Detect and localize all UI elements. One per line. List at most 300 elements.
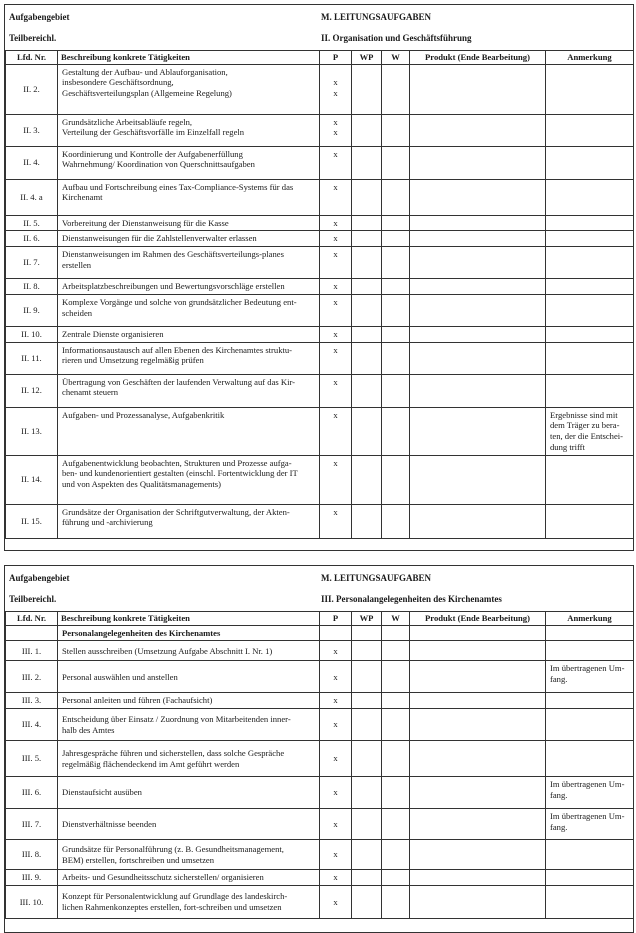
product-cell (410, 231, 546, 247)
wp-cell (352, 342, 382, 374)
description-line: Übertragung von Geschäften der laufenden Verwaltung auf das Kir- (62, 376, 296, 387)
table-row (6, 741, 634, 777)
description-line: Dienstverhältnisse beenden (62, 818, 157, 829)
product-cell (410, 693, 546, 709)
product-cell (410, 870, 546, 886)
note-cell (546, 777, 634, 809)
note-cell (546, 455, 634, 504)
note-cell (546, 870, 634, 886)
table-row (6, 179, 634, 215)
description-line: Komplexe Vorgänge und solche von grundsätzlicher Bedeutung ent- (62, 296, 297, 307)
p-mark-line: x (333, 376, 338, 387)
p-mark (320, 504, 352, 538)
w-cell (382, 146, 410, 179)
note-cell (546, 247, 634, 279)
note-cell (546, 840, 634, 870)
p-mark-line: x (333, 671, 338, 682)
p-mark (320, 114, 352, 146)
p-mark (320, 693, 352, 709)
table-row (6, 407, 634, 455)
description-line: Geschäftsverteilungsplan (Allgemeine Regelung) (62, 88, 232, 99)
row-description (58, 114, 320, 146)
wp-cell (352, 885, 382, 918)
wp-cell (352, 374, 382, 407)
description-line: Gestaltung der Aufbau- und Ablauforganisation, (62, 66, 228, 77)
table-row (6, 279, 634, 295)
task-table (5, 50, 634, 539)
row-description (58, 709, 320, 741)
row-description (58, 809, 320, 840)
w-cell (382, 342, 410, 374)
wp-cell (352, 64, 382, 114)
description-line: Verteilung der Geschäftsvorfälle im Einzelfall regeln (62, 127, 245, 138)
p-mark-line: x (333, 645, 338, 656)
description-line: Koordinierung und Kontrolle der Aufgabenerfüllung (62, 148, 243, 159)
wp-cell (352, 407, 382, 455)
note-cell (546, 326, 634, 342)
note-line: fang. (550, 821, 568, 832)
note-line: fang. (550, 789, 568, 800)
description-line: Grundsätze der Organisation der Schriftgutverwaltung, der Akten- (62, 506, 290, 517)
p-mark-line: x (333, 88, 338, 99)
row-number: III. 6. (6, 777, 58, 809)
table-row (6, 455, 634, 504)
col-header-note: Anmerkung (546, 51, 634, 65)
w-cell (382, 661, 410, 693)
row-description (58, 279, 320, 295)
w-cell (382, 741, 410, 777)
table-row (6, 114, 634, 146)
note-cell (546, 407, 634, 455)
note-cell (546, 809, 634, 840)
description-line: Grundsätze für Personalführung (z. B. Gesundheitsmanagement, (62, 843, 284, 854)
table-row (6, 374, 634, 407)
col-header-note: Anmerkung (546, 612, 634, 626)
table-row (6, 342, 634, 374)
col-header-nr: Lfd. Nr. (6, 612, 58, 626)
product-cell (410, 407, 546, 455)
table-row (6, 231, 634, 247)
row-number: III. 9. (6, 870, 58, 886)
product-cell (410, 741, 546, 777)
p-mark (320, 294, 352, 326)
p-mark (320, 407, 352, 455)
description-line: erstellen (62, 259, 92, 270)
p-mark (320, 641, 352, 661)
task-table (5, 611, 634, 919)
p-mark (320, 840, 352, 870)
table-row (6, 709, 634, 741)
section-row (6, 625, 634, 641)
note-cell (546, 504, 634, 538)
wp-cell (352, 294, 382, 326)
note-line: Im übertragenen Um- (550, 811, 625, 822)
w-cell (382, 870, 410, 886)
w-cell (382, 709, 410, 741)
wp-cell (352, 504, 382, 538)
p-mark-line: x (333, 787, 338, 798)
table-row (6, 294, 634, 326)
description-line: Informationsaustausch auf allen Ebenen des Kirchenamtes struktu- (62, 344, 293, 355)
p-mark (320, 885, 352, 918)
table-row (6, 247, 634, 279)
note-line: dem Träger zu bera- (550, 420, 620, 431)
product-cell (410, 279, 546, 295)
description-line: Grundsätzliche Arbeitsabläufe regeln, (62, 116, 193, 127)
w-cell (382, 407, 410, 455)
row-number: III. 5. (6, 741, 58, 777)
row-description (58, 455, 320, 504)
table-row (6, 870, 634, 886)
row-description (58, 215, 320, 231)
note-line: fang. (550, 674, 568, 685)
p-mark-line: x (333, 344, 338, 355)
col-header-product: Produkt (Ende Bearbeitung) (410, 51, 546, 65)
product-cell (410, 114, 546, 146)
row-description (58, 870, 320, 886)
row-description (58, 64, 320, 114)
row-number: II. 4. a (6, 179, 58, 215)
p-mark (320, 64, 352, 114)
description-line: Kirchenamt (62, 192, 103, 203)
col-header-p: P (320, 51, 352, 65)
wp-cell (352, 247, 382, 279)
row-description (58, 885, 320, 918)
row-number: II. 3. (6, 114, 58, 146)
note-cell (546, 885, 634, 918)
p-mark (320, 870, 352, 886)
description-line: führung und -archivierung (62, 517, 153, 528)
product-cell (410, 374, 546, 407)
col-header-nr: Lfd. Nr. (6, 51, 58, 65)
note-cell (546, 661, 634, 693)
table-row (6, 504, 634, 538)
wp-cell (352, 279, 382, 295)
wp-cell (352, 870, 382, 886)
row-description (58, 247, 320, 279)
p-mark-line: x (333, 181, 338, 192)
product-cell (410, 326, 546, 342)
p-mark (320, 455, 352, 504)
product-cell (410, 777, 546, 809)
description-line: Zentrale Dienste organisieren (62, 328, 164, 339)
note-cell (546, 215, 634, 231)
p-mark-line: x (333, 116, 338, 127)
wp-cell (352, 326, 382, 342)
w-cell (382, 64, 410, 114)
p-mark (320, 247, 352, 279)
note-cell (546, 294, 634, 326)
area-label: Aufgabengebiet (9, 12, 70, 22)
row-number: III. 8. (6, 840, 58, 870)
description-line: Vorbereitung der Dienstanweisung für die Kasse (62, 217, 229, 228)
subarea-title: III. Personalangelegenheiten des Kirchenamtes (321, 594, 502, 604)
row-number: II. 15. (6, 504, 58, 538)
row-number: II. 10. (6, 326, 58, 342)
row-number: III. 3. (6, 693, 58, 709)
description-line: Entscheidung über Einsatz / Zuordnung von Mitarbeitenden inner- (62, 713, 291, 724)
p-mark-line: x (333, 753, 338, 764)
w-cell (382, 326, 410, 342)
note-line: Im übertragenen Um- (550, 779, 625, 790)
p-mark-line: x (333, 457, 338, 468)
w-cell (382, 179, 410, 215)
table-row (6, 326, 634, 342)
wp-cell (352, 455, 382, 504)
wp-cell (352, 661, 382, 693)
w-cell (382, 809, 410, 840)
col-header-product: Produkt (Ende Bearbeitung) (410, 612, 546, 626)
description-line: und von Aspekten des Qualitätsmanagements) (62, 479, 221, 490)
description-line: Dienstaufsicht ausüben (62, 787, 142, 798)
p-mark-line: x (333, 328, 338, 339)
p-mark (320, 231, 352, 247)
description-line: Arbeitsplatzbeschreibungen und Bewertungsvorschläge erstellen (62, 281, 285, 292)
table-row (6, 809, 634, 840)
wp-cell (352, 840, 382, 870)
product-cell (410, 709, 546, 741)
note-cell (546, 641, 634, 661)
row-number: III. 4. (6, 709, 58, 741)
p-mark-line: x (333, 409, 338, 420)
note-line: Im übertragenen Um- (550, 663, 625, 674)
note-cell (546, 64, 634, 114)
product-cell (410, 294, 546, 326)
row-number: II. 13. (6, 407, 58, 455)
note-cell (546, 231, 634, 247)
w-cell (382, 114, 410, 146)
p-mark (320, 342, 352, 374)
wp-cell (352, 693, 382, 709)
row-number: II. 6. (6, 231, 58, 247)
col-header-w: W (382, 612, 410, 626)
p-mark-line: x (333, 695, 338, 706)
p-mark-line: x (333, 127, 338, 138)
w-cell (382, 885, 410, 918)
note-cell (546, 709, 634, 741)
p-mark (320, 809, 352, 840)
row-description (58, 146, 320, 179)
area-title: M. LEITUNGSAUFGABEN (321, 573, 432, 583)
note-line: dung trifft (550, 441, 585, 452)
product-cell (410, 342, 546, 374)
note-cell (546, 146, 634, 179)
column-header-row (6, 51, 634, 65)
description-line: Arbeits- und Gesundheitsschutz sicherstellen/ organisieren (62, 872, 264, 883)
description-line: Konzept für Personalentwicklung auf Grundlage des landeskirch- (62, 891, 288, 902)
product-cell (410, 809, 546, 840)
wp-cell (352, 179, 382, 215)
block-header (5, 5, 633, 50)
row-description (58, 777, 320, 809)
row-number: II. 14. (6, 455, 58, 504)
product-cell (410, 247, 546, 279)
note-cell (546, 374, 634, 407)
row-description (58, 741, 320, 777)
description-line: Aufgaben- und Prozessanalyse, Aufgabenkritik (62, 409, 225, 420)
p-mark-line: x (333, 719, 338, 730)
row-description (58, 342, 320, 374)
product-cell (410, 179, 546, 215)
note-cell (546, 279, 634, 295)
wp-cell (352, 809, 382, 840)
wp-cell (352, 146, 382, 179)
description-line: Stellen ausschreiben (Umsetzung Aufgabe Abschnitt I. Nr. 1) (62, 645, 273, 656)
row-number: II. 8. (6, 279, 58, 295)
product-cell (410, 146, 546, 179)
p-mark (320, 777, 352, 809)
product-cell (410, 885, 546, 918)
row-description (58, 294, 320, 326)
product-cell (410, 455, 546, 504)
description-line: Personal auswählen und anstellen (62, 671, 178, 682)
w-cell (382, 777, 410, 809)
p-mark (320, 215, 352, 231)
description-line: halb des Amtes (62, 724, 115, 735)
w-cell (382, 247, 410, 279)
row-number: II. 9. (6, 294, 58, 326)
description-line: BEM) erstellen, fortschreiben und umsetzen (62, 854, 215, 865)
section-title: Personalangelegenheiten des Kirchenamtes (58, 625, 320, 641)
task-block-personal (4, 565, 634, 933)
row-number: III. 7. (6, 809, 58, 840)
col-header-description: Beschreibung konkrete Tätigkeiten (58, 612, 320, 626)
p-mark-line: x (333, 148, 338, 159)
row-description (58, 231, 320, 247)
w-cell (382, 840, 410, 870)
table-row (6, 64, 634, 114)
row-number: II. 12. (6, 374, 58, 407)
row-description (58, 326, 320, 342)
product-cell (410, 840, 546, 870)
description-line: Aufbau und Fortschreibung eines Tax-Compliance-Systems für das (62, 181, 294, 192)
description-line: lichen Rahmenkonzeptes erstellen, fort-schreiben und umsetzen (62, 901, 282, 912)
row-description (58, 641, 320, 661)
w-cell (382, 374, 410, 407)
p-mark-line: x (333, 233, 338, 244)
table-row (6, 777, 634, 809)
row-number: II. 2. (6, 64, 58, 114)
product-cell (410, 504, 546, 538)
description-line: scheiden (62, 307, 93, 318)
note-cell (546, 693, 634, 709)
w-cell (382, 279, 410, 295)
w-cell (382, 693, 410, 709)
table-row (6, 215, 634, 231)
wp-cell (352, 777, 382, 809)
p-mark-line: x (333, 77, 338, 88)
description-line: Aufgabenentwicklung beobachten, Strukturen und Prozesse aufga- (62, 457, 292, 468)
description-line: Jahresgespräche führen und sicherstellen, dass solche Gespräche (62, 747, 285, 758)
col-header-wp: WP (352, 51, 382, 65)
p-mark-line: x (333, 818, 338, 829)
row-description (58, 179, 320, 215)
row-description (58, 374, 320, 407)
task-block-organisation (4, 4, 634, 551)
row-description (58, 693, 320, 709)
description-line: chenamt steuern (62, 387, 119, 398)
note-line: ten, der die Entschei- (550, 431, 624, 442)
col-header-description: Beschreibung konkrete Tätigkeiten (58, 51, 320, 65)
row-number: II. 7. (6, 247, 58, 279)
wp-cell (352, 215, 382, 231)
row-number: II. 11. (6, 342, 58, 374)
row-description (58, 407, 320, 455)
w-cell (382, 231, 410, 247)
description-line: rieren und Umsetzung regelmäßig prüfen (62, 355, 204, 366)
row-description (58, 840, 320, 870)
w-cell (382, 641, 410, 661)
w-cell (382, 215, 410, 231)
col-header-p: P (320, 612, 352, 626)
p-mark (320, 146, 352, 179)
product-cell (410, 215, 546, 231)
p-mark-line (324, 67, 347, 78)
row-description (58, 661, 320, 693)
table-row (6, 661, 634, 693)
product-cell (410, 641, 546, 661)
description-line: Dienstanweisungen im Rahmen des Geschäftsverteilungs-planes (62, 249, 284, 260)
w-cell (382, 455, 410, 504)
p-mark-line: x (333, 296, 338, 307)
note-cell (546, 179, 634, 215)
area-title: M. LEITUNGSAUFGABEN (321, 12, 432, 22)
note-cell (546, 741, 634, 777)
row-number: III. 2. (6, 661, 58, 693)
wp-cell (352, 741, 382, 777)
subarea-label: Teilbereichl. (9, 594, 57, 604)
description-line: Personal anleiten und führen (Fachaufsicht) (62, 695, 213, 706)
subarea-label: Teilbereichl. (9, 33, 57, 43)
p-mark (320, 179, 352, 215)
row-number: II. 5. (6, 215, 58, 231)
area-label: Aufgabengebiet (9, 573, 70, 583)
row-description (58, 504, 320, 538)
p-mark-line: x (333, 249, 338, 260)
description-line: Wahrnehmung/ Koordination von Querschnittsaufgaben (62, 159, 255, 170)
note-cell (546, 342, 634, 374)
w-cell (382, 294, 410, 326)
column-header-row (6, 612, 634, 626)
wp-cell (352, 709, 382, 741)
wp-cell (352, 114, 382, 146)
note-line: Ergebnisse sind mit (550, 409, 618, 420)
wp-cell (352, 231, 382, 247)
col-header-w: W (382, 51, 410, 65)
col-header-wp: WP (352, 612, 382, 626)
p-mark (320, 374, 352, 407)
product-cell (410, 661, 546, 693)
row-number: III. 1. (6, 641, 58, 661)
description-line: insbesondere Geschäftsordnung, (62, 77, 174, 88)
p-mark (320, 709, 352, 741)
p-mark-line: x (333, 896, 338, 907)
note-cell (546, 114, 634, 146)
table-row (6, 641, 634, 661)
w-cell (382, 504, 410, 538)
table-row (6, 693, 634, 709)
table-row (6, 146, 634, 179)
description-line: ben- und kundenorientiert gestalten (einschl. Fortentwicklung der IT (62, 468, 298, 479)
p-mark-line: x (333, 506, 338, 517)
p-mark (320, 741, 352, 777)
table-row (6, 840, 634, 870)
product-cell (410, 64, 546, 114)
p-mark-line: x (333, 872, 338, 883)
wp-cell (352, 641, 382, 661)
table-row (6, 885, 634, 918)
p-mark-line: x (333, 281, 338, 292)
